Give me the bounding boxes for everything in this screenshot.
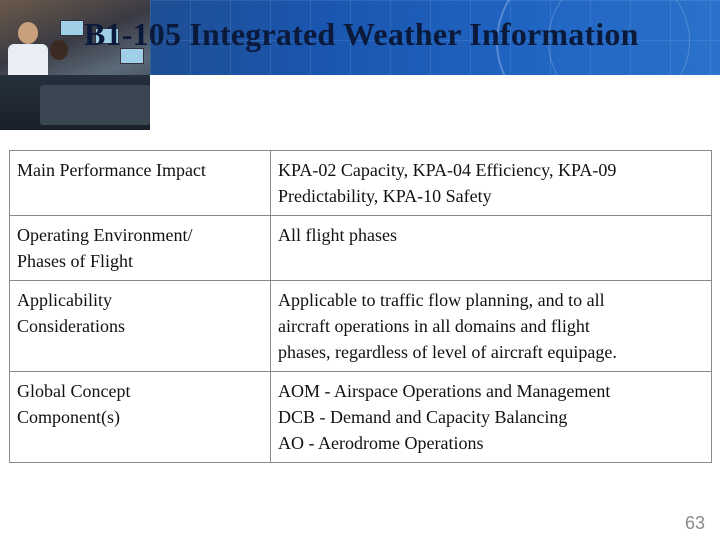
page-title: B1-105 Integrated Weather Information [84, 16, 639, 52]
row-label: Applicability Considerations [10, 281, 271, 372]
header-banner [0, 0, 720, 75]
monitor-icon [60, 20, 84, 36]
table-row [10, 281, 712, 372]
row-value: Applicable to traffic flow planning, and to all aircraft operations in all domains and flight phases, regardless of level of aircraft equipage. [271, 281, 712, 372]
row-value: KPA-02 Capacity, KPA-04 Efficiency, KPA-09 Predictability, KPA-10 Safety [271, 151, 712, 216]
row-label: Global Concept Component(s) [10, 372, 271, 463]
person-body [8, 44, 48, 75]
row-label: Operating Environment/ Phases of Flight [10, 216, 271, 281]
table-row [10, 372, 712, 463]
row-label: Main Performance Impact [10, 151, 271, 216]
table-row [10, 216, 712, 281]
person-head [50, 40, 68, 60]
row-value: AOM - Airspace Operations and Management DCB - Demand and Capacity Balancing AO - Aerodrome Operations [271, 372, 712, 463]
info-table [9, 150, 712, 463]
person-head [18, 22, 38, 44]
page-number: 63 [684, 513, 705, 533]
table-row [10, 151, 712, 216]
row-value: All flight phases [271, 216, 712, 281]
control-room-photo-lower [0, 75, 150, 130]
console-desk [40, 85, 150, 125]
